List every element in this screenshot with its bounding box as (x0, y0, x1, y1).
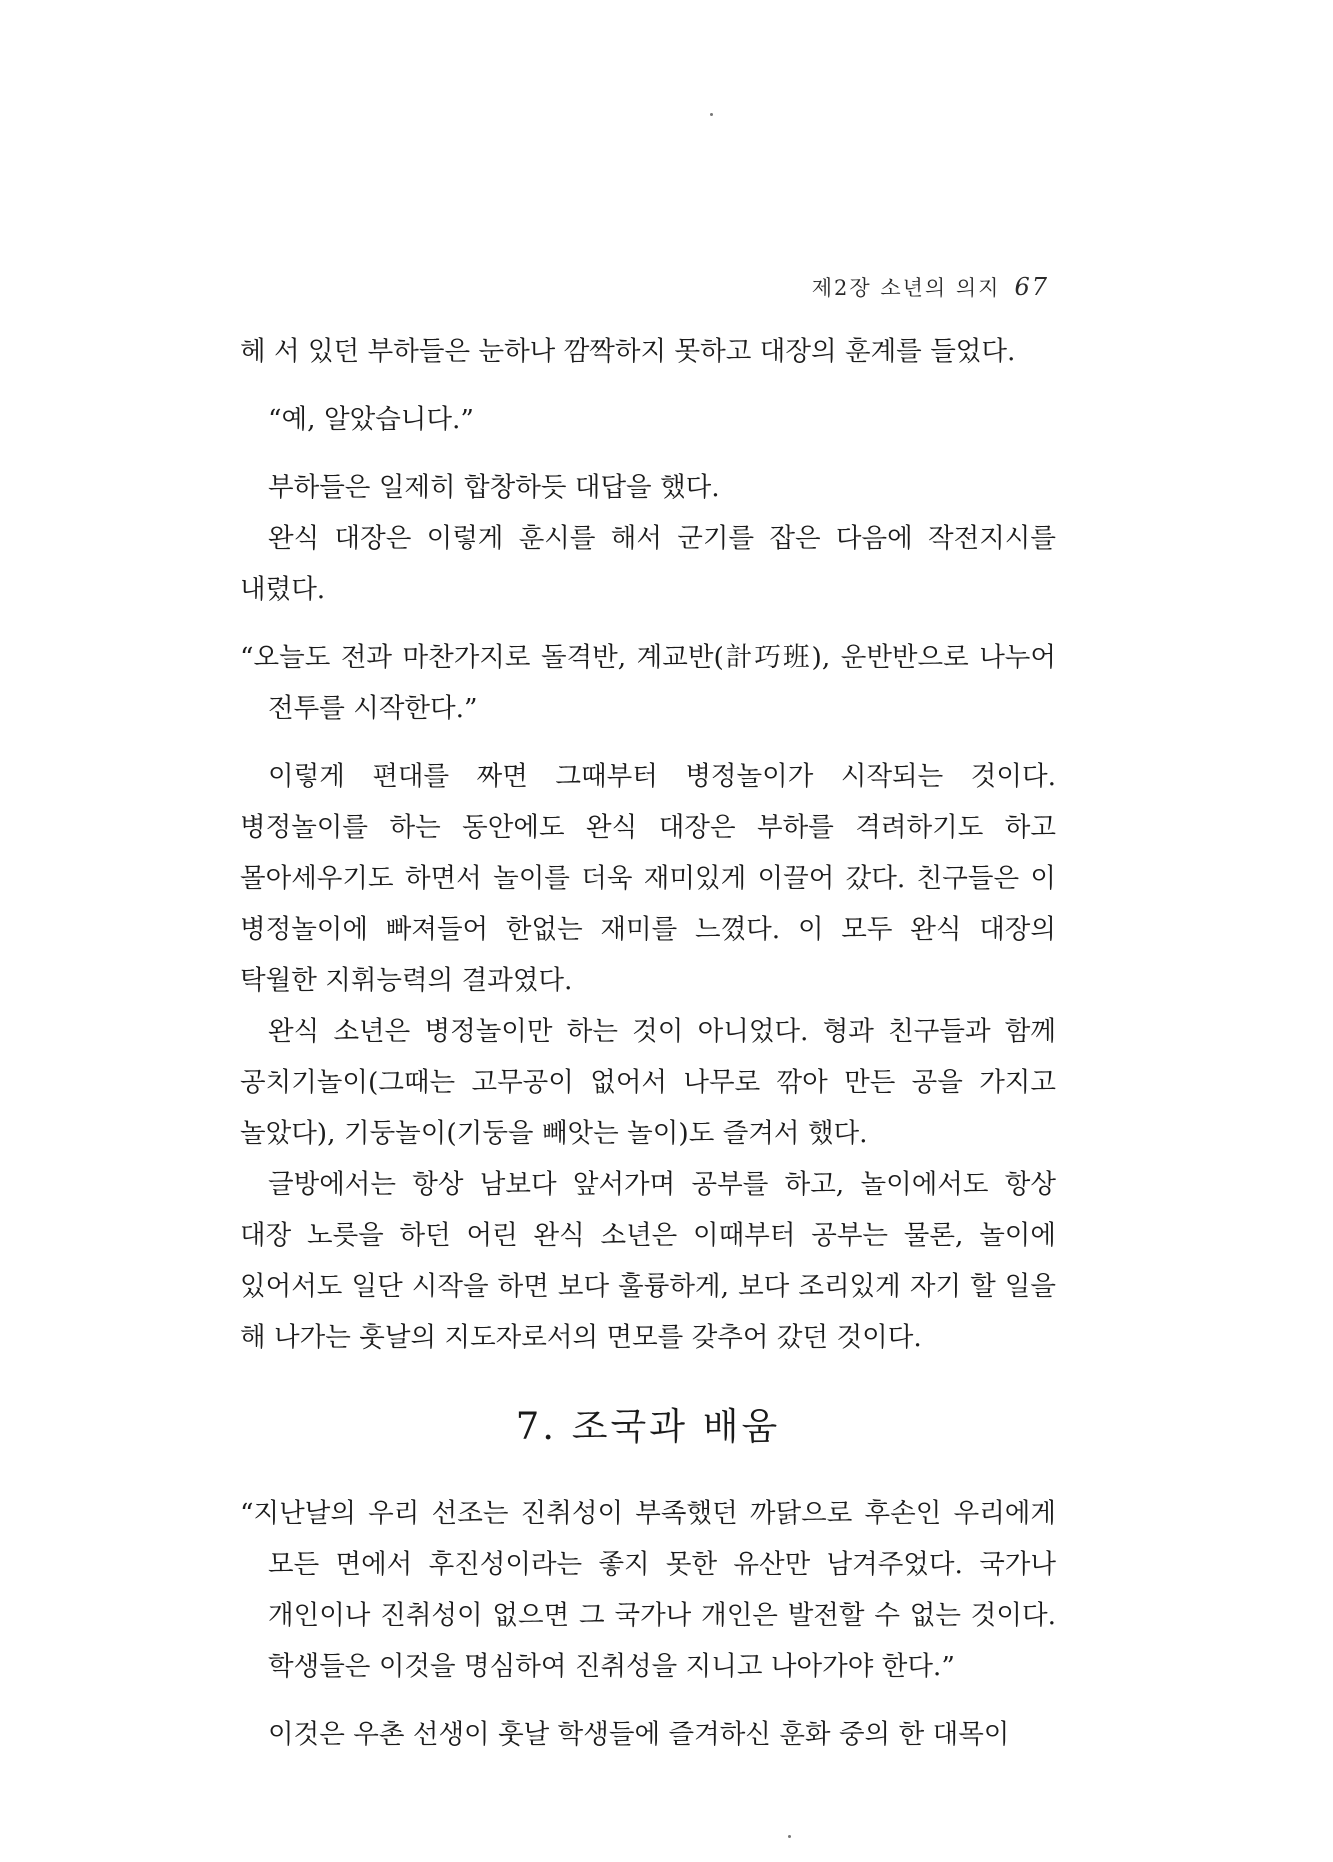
page-body (240, 326, 1056, 1760)
quotation: “지난날의 우리 선조는 진취성이 부족했던 까닭으로 후손인 우리에게 모든 면에서 후진성이라는 좋지 못한 유산만 남겨주었다. 국가나 개인이나 진취성이 없으면 그 국가나 개인은 발전할 수 없는 것이다. 학생들은 이것을 명심하여 진취성을 지니고 나아가야 한다.” (240, 1498, 1056, 1682)
running-header (812, 272, 1049, 302)
paragraph-1: 헤 서 있던 부하들은 눈하나 깜짝하지 못하고 대장의 훈계를 들었다. (240, 336, 1016, 367)
paragraph-7: 이것은 우촌 선생이 훗날 학생들에 즐겨하신 훈화 중의 한 대목이 (268, 1719, 1010, 1750)
paragraph-5: 완식 소년은 병정놀이만 하는 것이 아니었다. 형과 친구들과 함께 공치기놀이(그때는 고무공이 없어서 나무로 깎아 만든 공을 가지고 놀았다), 기둥놀이(기둥을 빼앗는 놀이)도 즐겨서 했다. (240, 1016, 1056, 1149)
paragraph-2: 부하들은 일제히 합창하듯 대답을 했다. (268, 472, 720, 503)
paragraph-3: 완식 대장은 이렇게 훈시를 해서 군기를 잡은 다음에 작전지시를 내렸다. (240, 523, 1056, 605)
scan-speck-bottom (788, 1835, 791, 1838)
chapter-title: 제2장 소년의 의지 (811, 276, 1001, 300)
scan-speck-top (710, 113, 713, 116)
section-title: 7. 조국과 배움 (515, 1405, 781, 1448)
dialogue-2: “오늘도 전과 마찬가지로 돌격반, 계교반(計巧班), 운반반으로 나누어 전투를 시작한다.” (240, 642, 1056, 724)
page-number: 67 (1014, 273, 1049, 301)
dialogue-1: “예, 알았습니다.” (268, 404, 474, 435)
paragraph-6: 글방에서는 항상 남보다 앞서가며 공부를 하고, 놀이에서도 항상 대장 노릇을 하던 어린 완식 소년은 이때부터 공부는 물론, 놀이에 있어서도 일단 시작을 하면 보다 훌륭하게, 보다 조리있게 자기 할 일을 해 나가는 훗날의 지도자로서의 면모를 갖추어 갔던 것이다. (240, 1169, 1056, 1353)
paragraph-4: 이렇게 편대를 짜면 그때부터 병정놀이가 시작되는 것이다. 병정놀이를 하는 동안에도 완식 대장은 부하를 격려하기도 하고 몰아세우기도 하면서 놀이를 더욱 재미있게 이끌어 갔다. 친구들은 이 병정놀이에 빠져들어 한없는 재미를 느꼈다. 이 모두 완식 대장의 탁월한 지휘능력의 결과였다. (240, 761, 1056, 996)
